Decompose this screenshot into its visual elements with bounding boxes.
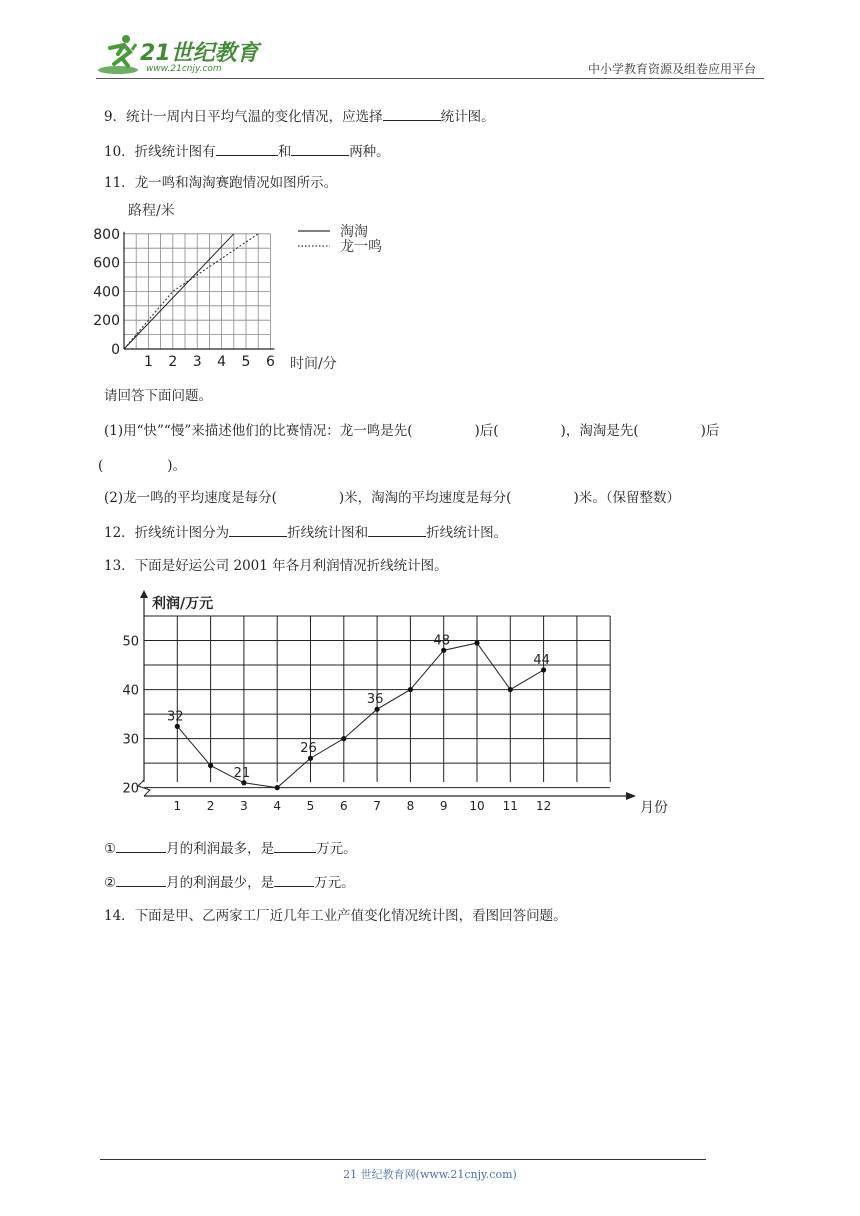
race-line-chart [93,198,400,378]
question-text: 折线统计图。 [426,525,508,541]
answer-blank[interactable] [116,838,166,853]
data-point [408,687,413,692]
x-tick-label: 12 [535,799,552,813]
question-number: 9． [104,109,127,125]
question-text: )后( [474,423,499,439]
chart-series [167,633,550,790]
footer-text: 21 世纪教育网(www.21cnjy.com) [343,1168,517,1181]
x-tick-label: 5 [306,799,315,813]
question-text: 和 [277,144,292,160]
data-point [541,667,546,672]
question-text: ① [104,841,117,857]
y-tick-label: 20 [122,781,139,797]
x-tick-label: 9 [439,799,448,813]
logo-url: www.21cnjy.com [146,64,222,74]
y-tick-label: 600 [93,255,120,272]
question-11 [104,173,337,193]
legend-label-taotao: 淘淘 [340,224,368,240]
x-tick-label: 6 [339,799,348,813]
question-text: (2)龙一鸣的平均速度是每分( [104,490,277,506]
question-text: 龙一鸣和淘淘赛跑情况如图所示。 [134,175,338,191]
question-14 [104,906,567,926]
question-text: 折线统计图有 [134,144,216,160]
x-tick-label: 1 [173,799,182,813]
question-9 [104,106,495,127]
question-text: )米。（保留整数） [573,490,680,506]
chart-tick-labels [122,635,551,813]
question-text: (1)用“快”“慢”来描述他们的比赛情况：龙一鸣是先( [104,423,413,439]
x-tick-label: 8 [406,799,415,813]
question-text: )米，淘淘的平均速度是每分( [338,490,512,506]
question-text: ( [98,458,104,474]
question-text: 月的利润最多，是 [166,841,275,857]
question-text: 折线统计图分为 [134,525,230,541]
x-axis-label: 时间/分 [290,356,337,372]
y-axis-arrow [140,590,148,598]
legend [298,224,382,255]
question-11-sub2 [104,488,680,508]
x-tick-label: 2 [206,799,215,813]
y-tick-label: 30 [122,732,139,748]
data-label: 21 [233,765,251,781]
x-tick-label: 7 [373,799,381,813]
y-tick-label: 0 [111,342,120,358]
profit-line-chart [110,588,690,820]
data-point [241,780,246,785]
x-tick-label: 5 [241,354,251,370]
x-tick-label: 11 [502,799,518,813]
question-text: 两种。 [349,144,390,160]
answer-blank[interactable] [291,141,349,156]
answer-blank[interactable] [383,106,441,121]
chart-axes [138,590,636,800]
y-tick-label: 800 [93,226,120,243]
x-tick-label: 4 [273,799,282,813]
question-text: )后 [700,423,720,439]
question-13 [104,556,448,576]
question-text: 统计一周内日平均气温的变化情况，应选择 [126,109,383,125]
question-11-sub1 [104,421,754,441]
question-text: 月的利润最少，是 [166,875,275,891]
data-label: 36 [366,692,384,708]
data-point [308,756,313,761]
x-tick-label: 6 [265,354,275,370]
question-number: 12． [104,525,135,541]
y-tick-label: 200 [93,313,120,330]
question-11-sub1-line2 [98,456,186,476]
data-point [208,763,213,768]
question-text: ② [104,875,117,891]
answer-blank[interactable] [116,872,166,887]
question-number: 14． [104,908,135,924]
answer-blank[interactable] [368,522,426,537]
data-label: 26 [300,741,317,757]
x-axis-arrow [626,792,636,800]
question-text: )，淘淘是先( [560,423,639,439]
data-point [474,640,479,645]
question-text: 下面是甲、乙两家工厂近几年工业产值变化情况统计图，看图回答问题。 [134,908,567,924]
chart-grid [124,234,270,349]
question-12 [104,522,507,543]
question-text: )。 [167,458,187,474]
data-point [341,736,346,741]
answer-blank[interactable] [229,522,287,537]
data-label: 44 [533,652,550,668]
x-tick-label: 1 [143,354,153,370]
x-tick-label: 2 [168,354,178,370]
answer-blank[interactable] [274,838,316,853]
question-10 [104,141,390,162]
y-axis-label: 利润/万元 [152,596,214,612]
question-text: 折线统计图和 [287,525,369,541]
data-label: 48 [433,633,450,649]
question-number: 11． [104,175,135,191]
question-13-sub2 [104,872,355,893]
question-number: 10． [104,144,135,160]
x-tick-label: 3 [192,354,202,370]
site-logo [96,30,266,78]
header-divider [96,78,764,79]
data-point [375,707,380,712]
data-point [508,687,513,692]
question-text: 万元。 [314,875,355,891]
question-number: 13． [104,558,135,574]
x-tick-label: 4 [217,354,227,370]
x-axis-label: 月份 [640,800,668,816]
y-tick-label: 400 [93,284,120,301]
header-platform-text: 中小学教育资源及组卷应用平台 [587,62,756,76]
y-axis-label: 路程/米 [128,203,175,219]
answer-blank[interactable] [216,141,278,156]
logo-title: 21世纪教育 [140,41,259,66]
data-point [275,785,280,790]
x-tick-label: 3 [240,799,248,813]
answer-blank[interactable] [274,872,314,887]
legend-label-longyiming: 龙一鸣 [340,239,382,255]
question-text: 统计图。 [440,109,495,125]
question-text: 万元。 [316,841,357,857]
data-point [441,648,446,653]
question-text: 下面是好运公司 2001 年各月利润情况折线统计图。 [134,558,448,574]
x-tick-label: 10 [469,799,485,813]
chart-axes [124,232,274,349]
data-point [175,724,180,729]
question-13-sub1 [104,838,357,859]
y-tick-label: 40 [122,683,139,699]
footer-divider [100,1159,706,1160]
y-tick-label: 50 [122,634,139,650]
data-label: 32 [167,709,184,725]
question-11-prompt: 请回答下面问题。 [104,388,212,404]
